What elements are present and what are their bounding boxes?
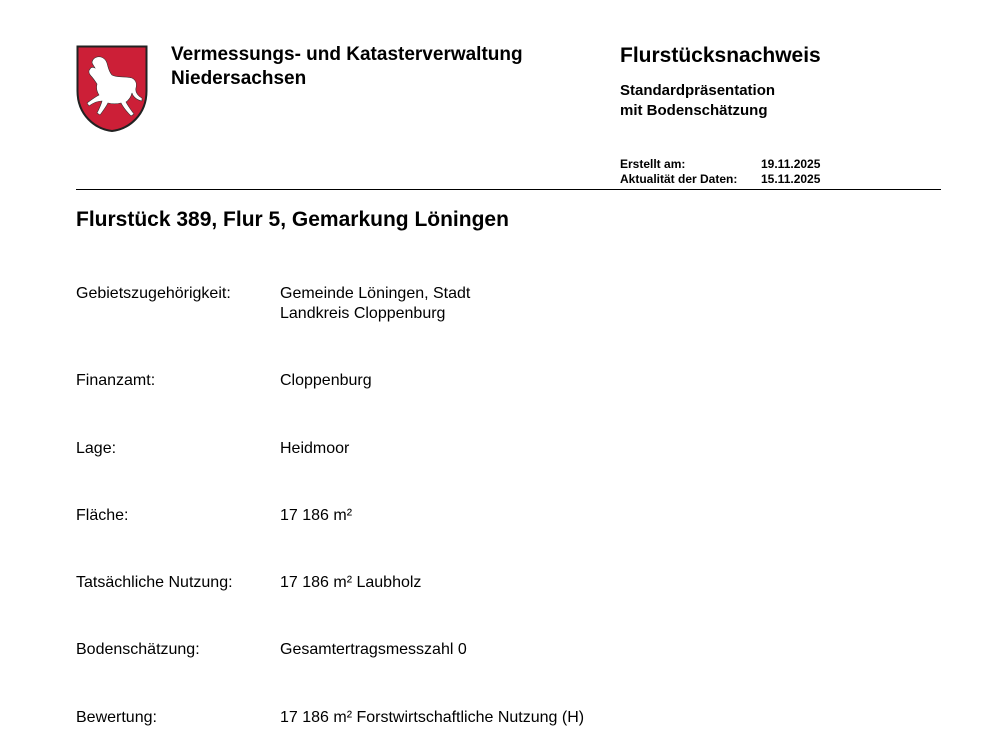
detail-row-location bbox=[76, 439, 349, 459]
detail-row-tax-office bbox=[76, 371, 372, 391]
detail-value bbox=[280, 439, 349, 459]
detail-value bbox=[280, 284, 470, 324]
authority-line-1: Vermessungs- und Katasterverwaltung bbox=[171, 44, 523, 65]
detail-value-line-1: 17 186 m² bbox=[280, 507, 353, 524]
detail-label: Bodenschätzung: bbox=[76, 641, 200, 658]
detail-label: Finanzamt: bbox=[76, 372, 156, 389]
detail-label: Tatsächliche Nutzung: bbox=[76, 574, 233, 591]
detail-value bbox=[280, 506, 352, 526]
document-subtitle bbox=[620, 81, 775, 121]
detail-value-line-2: Landkreis Cloppenburg bbox=[280, 305, 446, 322]
detail-label: Gebietszugehörigkeit: bbox=[76, 285, 231, 302]
detail-value bbox=[280, 573, 421, 593]
lower-saxony-crest-icon bbox=[76, 45, 148, 133]
detail-label: Lage: bbox=[76, 440, 117, 457]
data-currency-label: Aktualität der Daten: bbox=[620, 172, 738, 186]
data-currency-row bbox=[620, 172, 820, 187]
created-row bbox=[620, 157, 820, 172]
document-title: Flurstücksnachweis bbox=[620, 44, 821, 67]
data-currency-value: 15.11.2025 bbox=[761, 172, 821, 186]
detail-value bbox=[280, 640, 467, 660]
document-meta bbox=[620, 157, 820, 187]
detail-value bbox=[280, 708, 584, 728]
parcel-heading: Flurstück 389, Flur 5, Gemarkung Löningen bbox=[76, 208, 509, 231]
detail-value-line-1: Cloppenburg bbox=[280, 372, 372, 389]
detail-row-actual-use bbox=[76, 573, 421, 593]
header-divider bbox=[76, 189, 941, 190]
detail-row-valuation bbox=[76, 708, 584, 728]
detail-value-line-1: 17 186 m² Laubholz bbox=[280, 574, 422, 591]
detail-label: Bewertung: bbox=[76, 709, 157, 726]
detail-value-line-1: 17 186 m² Forstwirtschaftliche Nutzung (H) bbox=[280, 709, 585, 726]
detail-label: Fläche: bbox=[76, 507, 129, 524]
detail-row-area bbox=[76, 506, 352, 526]
authority-line-2: Niedersachsen bbox=[171, 68, 307, 89]
subtitle-line-1: Standardpräsentation bbox=[620, 82, 776, 99]
created-label: Erstellt am: bbox=[620, 157, 686, 171]
detail-value bbox=[280, 371, 372, 391]
detail-value-line-1: Gesamtertragsmesszahl 0 bbox=[280, 641, 467, 658]
detail-value-line-1: Gemeinde Löningen, Stadt bbox=[280, 285, 471, 302]
detail-row-soil-assessment bbox=[76, 640, 467, 660]
detail-value-line-1: Heidmoor bbox=[280, 440, 350, 457]
authority-name bbox=[171, 43, 523, 91]
subtitle-line-2: mit Bodenschätzung bbox=[620, 102, 768, 119]
created-value: 19.11.2025 bbox=[761, 157, 821, 171]
detail-row-territory bbox=[76, 284, 470, 324]
